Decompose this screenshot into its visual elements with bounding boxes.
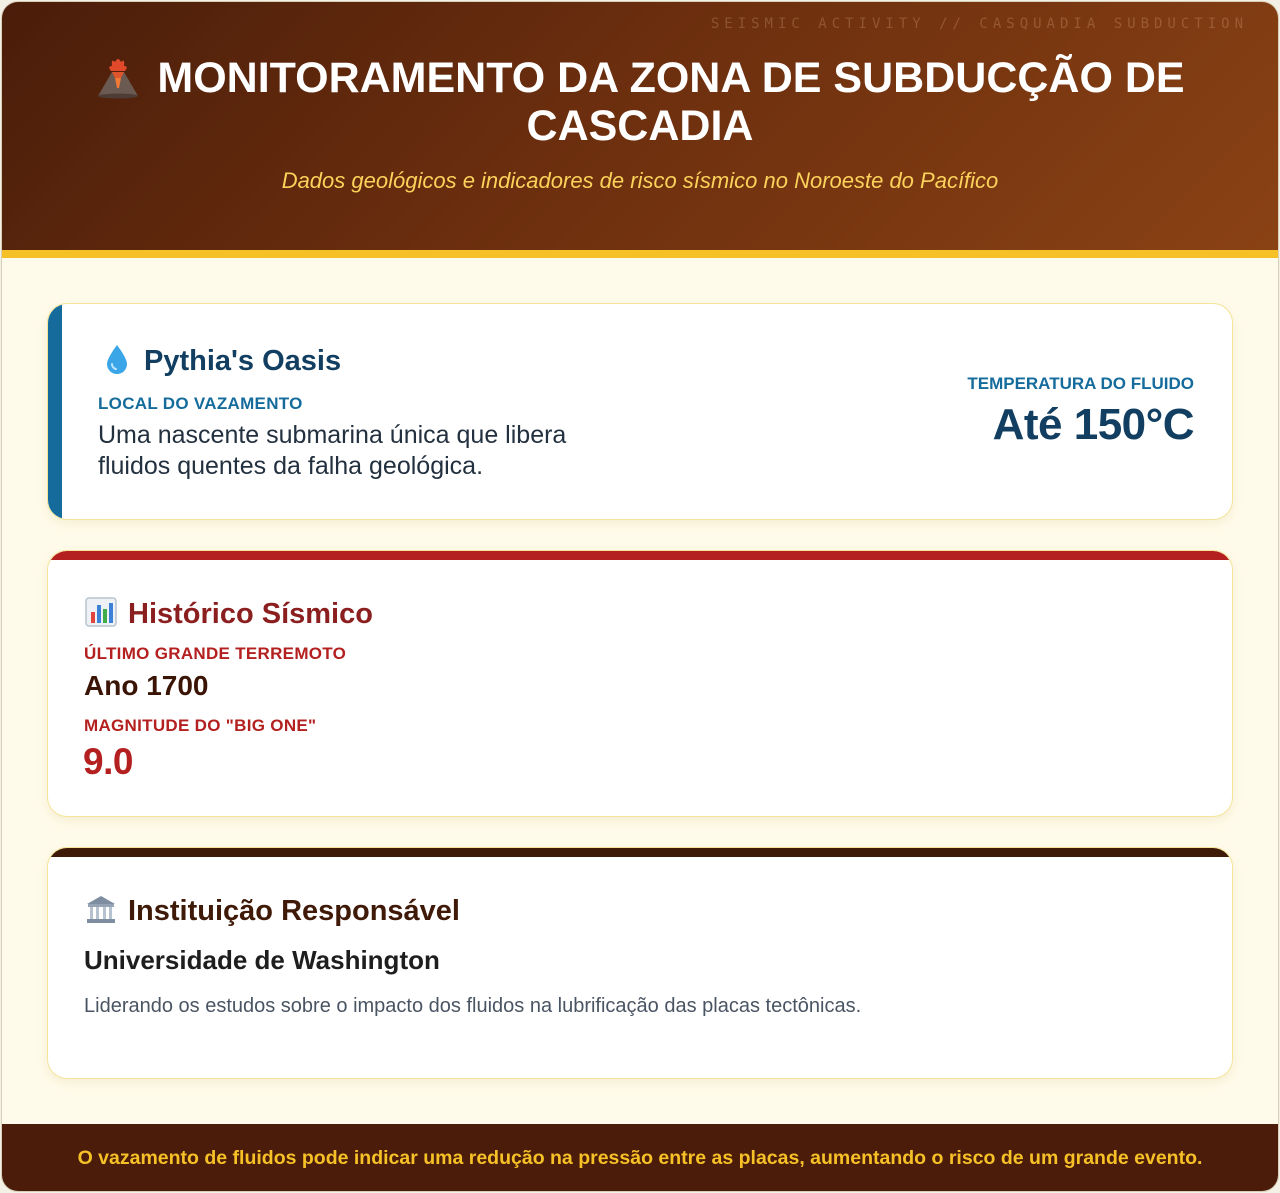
footer-banner — [2, 1124, 1278, 1191]
oasis-card-accent — [48, 304, 62, 519]
bar-chart-icon — [84, 595, 118, 629]
magnitude-label: MAGNITUDE DO "BIG ONE" — [84, 716, 317, 735]
last-earthquake-value: Ano 1700 — [84, 670, 209, 701]
droplet-icon — [100, 342, 134, 376]
infographic-page — [2, 2, 1278, 1191]
institution-title-text: Instituição Responsável — [128, 895, 460, 927]
header-watermark: SEISMIC ACTIVITY // CASQUADIA SUBDUCTION — [710, 16, 1248, 32]
institution-card — [47, 847, 1233, 1079]
institution-description: Liderando os estudos sobre o impacto dos fluidos na lubrificação das placas tectônicas. — [84, 995, 862, 1017]
volcano-icon — [95, 54, 141, 100]
fluid-temperature-label: TEMPERATURA DO FLUIDO — [967, 374, 1194, 393]
header-accent-bar — [2, 250, 1278, 258]
seismic-history-accent — [48, 551, 1232, 560]
oasis-title-text: Pythia's Oasis — [144, 345, 342, 377]
header-banner — [2, 2, 1278, 250]
leak-location-text: Uma nascente submarina única que libera fluidos quentes da falha geológica. — [98, 421, 567, 480]
page-title: MONITORAMENTO DA ZONA DE SUBDUCÇÃO DE CASCADIA — [157, 54, 1185, 150]
seismic-history-title-text: Histórico Sísmico — [128, 598, 373, 630]
institution-building-icon — [84, 892, 118, 926]
seismic-history-card — [47, 550, 1233, 817]
leak-location-label: LOCAL DO VAZAMENTO — [98, 394, 303, 413]
fluid-temperature-value: Até 150°C — [992, 400, 1194, 449]
oasis-card-title — [100, 342, 341, 378]
institution-title — [84, 892, 460, 928]
footer-warning-text: O vazamento de fluidos pode indicar uma redução na pressão entre as placas, aumentando o risco de um grande evento. — [77, 1147, 1203, 1169]
page-subtitle: Dados geológicos e indicadores de risco sísmico no Noroeste do Pacífico — [281, 168, 999, 193]
oasis-card — [47, 303, 1233, 520]
page-title-row — [62, 54, 1218, 150]
institution-accent — [48, 848, 1232, 857]
last-earthquake-label: ÚLTIMO GRANDE TERREMOTO — [84, 644, 347, 663]
magnitude-value: 9.0 — [83, 741, 133, 782]
institution-name: Universidade de Washington — [84, 945, 440, 975]
seismic-history-title — [84, 595, 373, 631]
